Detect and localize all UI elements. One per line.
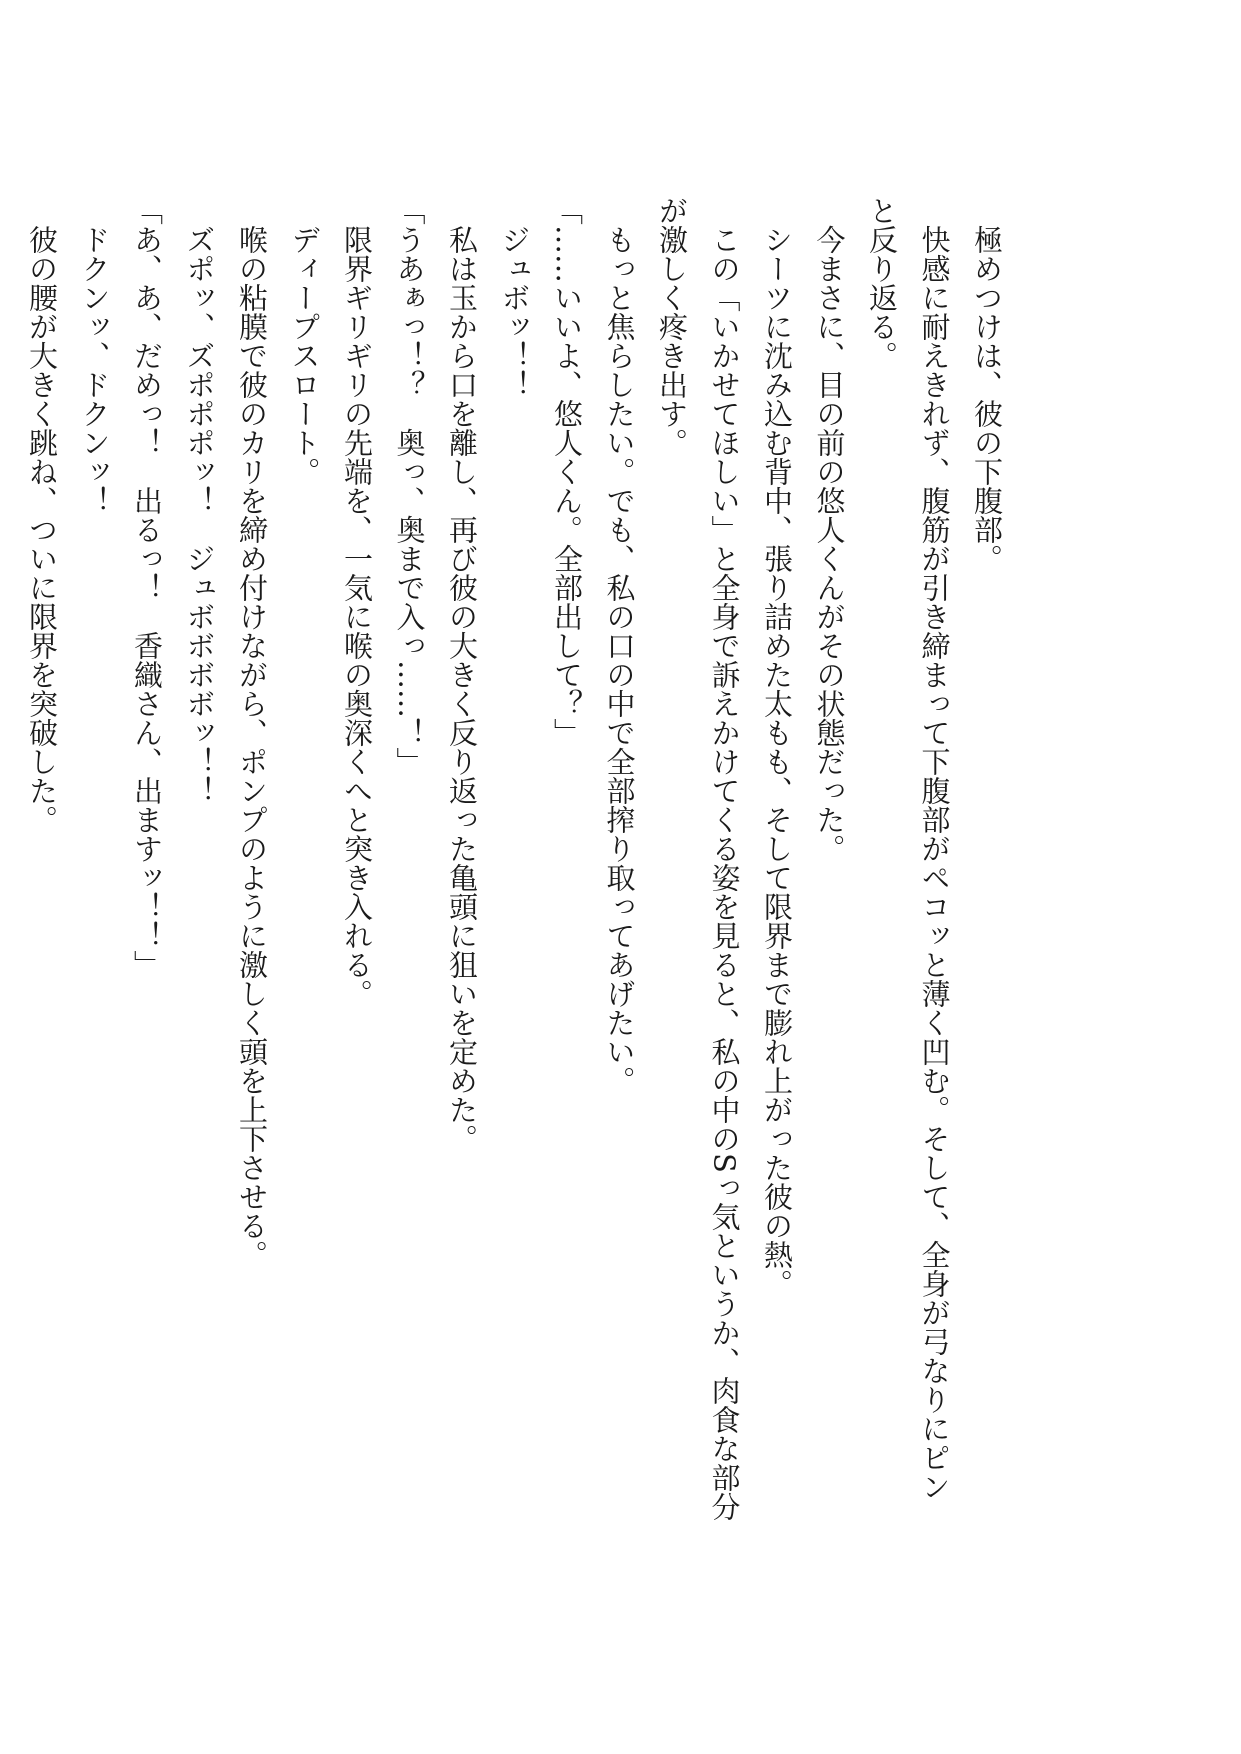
paragraph: 極めつけは、彼の下腹部。 <box>970 196 1004 573</box>
paragraph: シーツに沈み込む背中、張り詰めた太もも、そして限界まで膨れ上がった彼の熱。 <box>760 196 794 1298</box>
vertical-text-body <box>16 196 1014 1526</box>
paragraph: 喉の粘膜で彼のカリを締め付けながら、ポンプのように激しく頭を上下させる。 <box>235 196 269 1269</box>
paragraph: 私は玉から口を離し、再び彼の大きく反り返った亀頭に狙いを定めた。 <box>445 196 479 1153</box>
paragraph: ドクンッ、ドクンッ！ <box>77 196 112 515</box>
paragraph: もっと焦らしたい。でも、私の口の中で全部搾り取ってあげたい。 <box>602 196 637 1095</box>
paragraph: 「あ、あ、だめっ！ 出るっ！ 香織さん、出ますッ！！」 <box>130 196 164 979</box>
paragraph: 「……いいよ、悠人くん。全部出して？」 <box>550 196 584 747</box>
paragraph: 限界ギリギリの先端を、一気に喉の奥深くへと突き入れる。 <box>340 196 374 1008</box>
paragraph: ジュボッ！！ <box>497 196 532 399</box>
paragraph: ズポッ、ズポポポッ！ ジュボボボボッ！！ <box>182 196 217 805</box>
paragraph: ディープスロート。 <box>287 196 322 486</box>
paragraph: 快感に耐えきれず、腹筋が引き締まって下腹部がペコッと薄く凹む。そして、全身が弓なりにピンと反り返る。 <box>865 196 952 1501</box>
paragraph: この「いかせてほしい」と全身で訴えかけてくる姿を見ると、私の中のSっ気というか、肉食な部分が激しく疼き出す。 <box>655 196 742 1521</box>
paragraph: 今まさに、目の前の悠人くんがその状態だった。 <box>812 196 847 863</box>
paragraph: 「うあぁっ！？ 奥っ、奥まで入っ……！」 <box>392 196 427 776</box>
paragraph: 彼の腰が大きく跳ね、ついに限界を突破した。 <box>25 196 59 834</box>
